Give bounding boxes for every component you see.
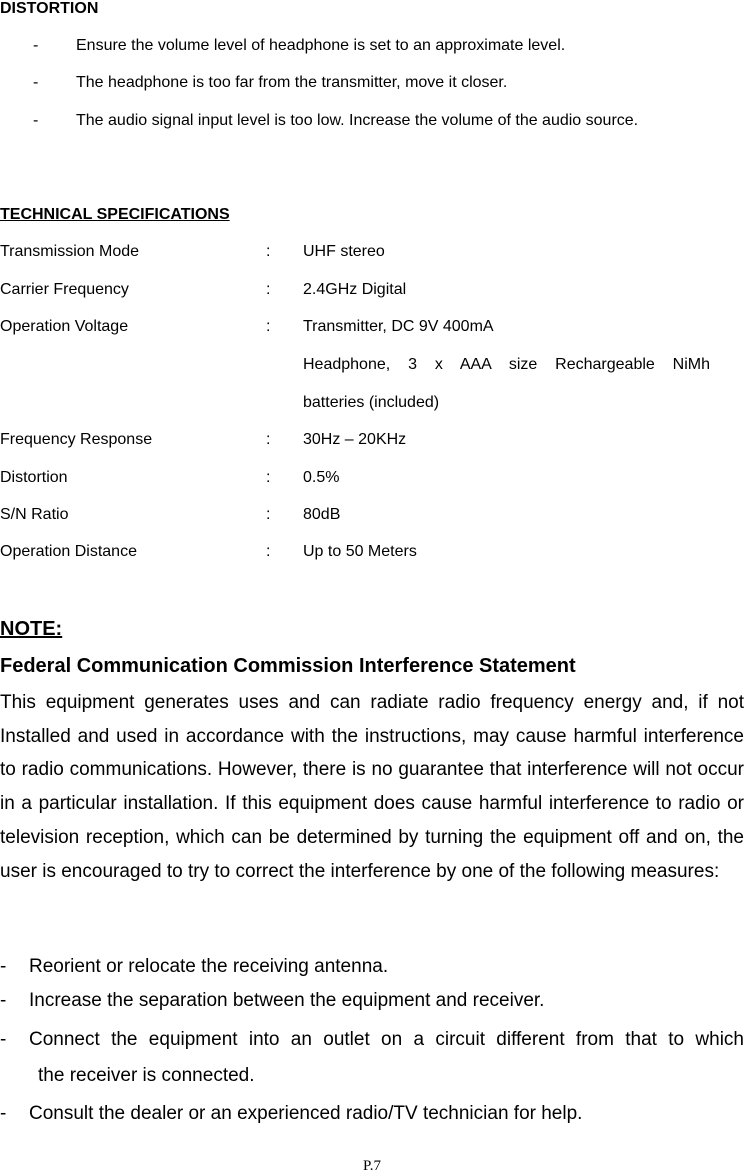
bullet-dash: - xyxy=(0,1029,7,1050)
note-heading: NOTE: xyxy=(0,618,63,640)
spec-colon: : xyxy=(266,506,271,523)
spec-value: Up to 50 Meters xyxy=(303,543,417,560)
bullet-dash: - xyxy=(33,37,39,54)
distortion-item-text: The headphone is too far from the transmitter, move it closer. xyxy=(76,74,508,91)
measure-text-continuation: the receiver is connected. xyxy=(38,1065,255,1086)
paragraph-text: This equipment generates uses and can radiate radio frequency energy and, if not Installed and used in accordance with the instructions, may cause harmful interference to radio communications. However, there is no guarantee that interference will not occur in a particular installation. If this equipment does cause harmful interference to radio or television reception, which can be determined by turning the equipment off and on, the user is encouraged to try to correct the interference by one of the following measures: xyxy=(0,692,744,882)
spec-colon: : xyxy=(266,431,271,448)
distortion-item-text: The audio signal input level is too low. Increase the volume of the audio source. xyxy=(76,112,639,129)
spec-value: 0.5% xyxy=(303,469,340,486)
spec-label: Operation Distance xyxy=(0,543,137,560)
spec-value: UHF stereo xyxy=(303,243,385,260)
spec-label: Frequency Response xyxy=(0,431,153,448)
spec-label: Carrier Frequency xyxy=(0,281,129,298)
fcc-statement-paragraph xyxy=(0,686,744,888)
bullet-dash: - xyxy=(0,990,7,1011)
measure-text: Reorient or relocate the receiving antenna. xyxy=(29,956,389,977)
spec-value: 2.4GHz Digital xyxy=(303,281,407,298)
distortion-heading: DISTORTION xyxy=(0,0,99,17)
bullet-dash: - xyxy=(0,956,7,977)
spec-label: Distortion xyxy=(0,469,68,486)
spec-colon: : xyxy=(266,281,271,298)
measure-text: Increase the separation between the equipment and receiver. xyxy=(29,990,545,1011)
spec-value: 30Hz – 20KHz xyxy=(303,431,407,448)
spec-value: 80dB xyxy=(303,506,341,523)
specs-heading: TECHNICAL SPECIFICATIONS xyxy=(0,206,230,223)
measure-text: Consult the dealer or an experienced radio/TV technician for help. xyxy=(29,1103,583,1124)
distortion-item-text: Ensure the volume level of headphone is set to an approximate level. xyxy=(76,37,566,54)
spec-colon: : xyxy=(266,318,271,335)
spec-colon: : xyxy=(266,469,271,486)
bullet-dash: - xyxy=(0,1103,7,1124)
spec-colon: : xyxy=(266,243,271,260)
spec-label: S/N Ratio xyxy=(0,506,69,523)
spec-value: Transmitter, DC 9V 400mA xyxy=(303,318,494,335)
bullet-dash: - xyxy=(33,112,39,129)
spec-colon: : xyxy=(266,543,271,560)
spec-label: Operation Voltage xyxy=(0,318,129,335)
bullet-dash: - xyxy=(33,74,39,91)
page-number: P.7 xyxy=(363,1158,381,1174)
fcc-statement-title: Federal Communication Commission Interference Statement xyxy=(0,655,576,677)
spec-value-continuation: Headphone, 3 x AAA size Rechargeable NiMh xyxy=(303,356,710,373)
spec-label: Transmission Mode xyxy=(0,243,140,260)
spec-value-continuation: batteries (included) xyxy=(303,394,440,411)
measure-text: Connect the equipment into an outlet on a circuit different from that to which xyxy=(29,1029,744,1050)
